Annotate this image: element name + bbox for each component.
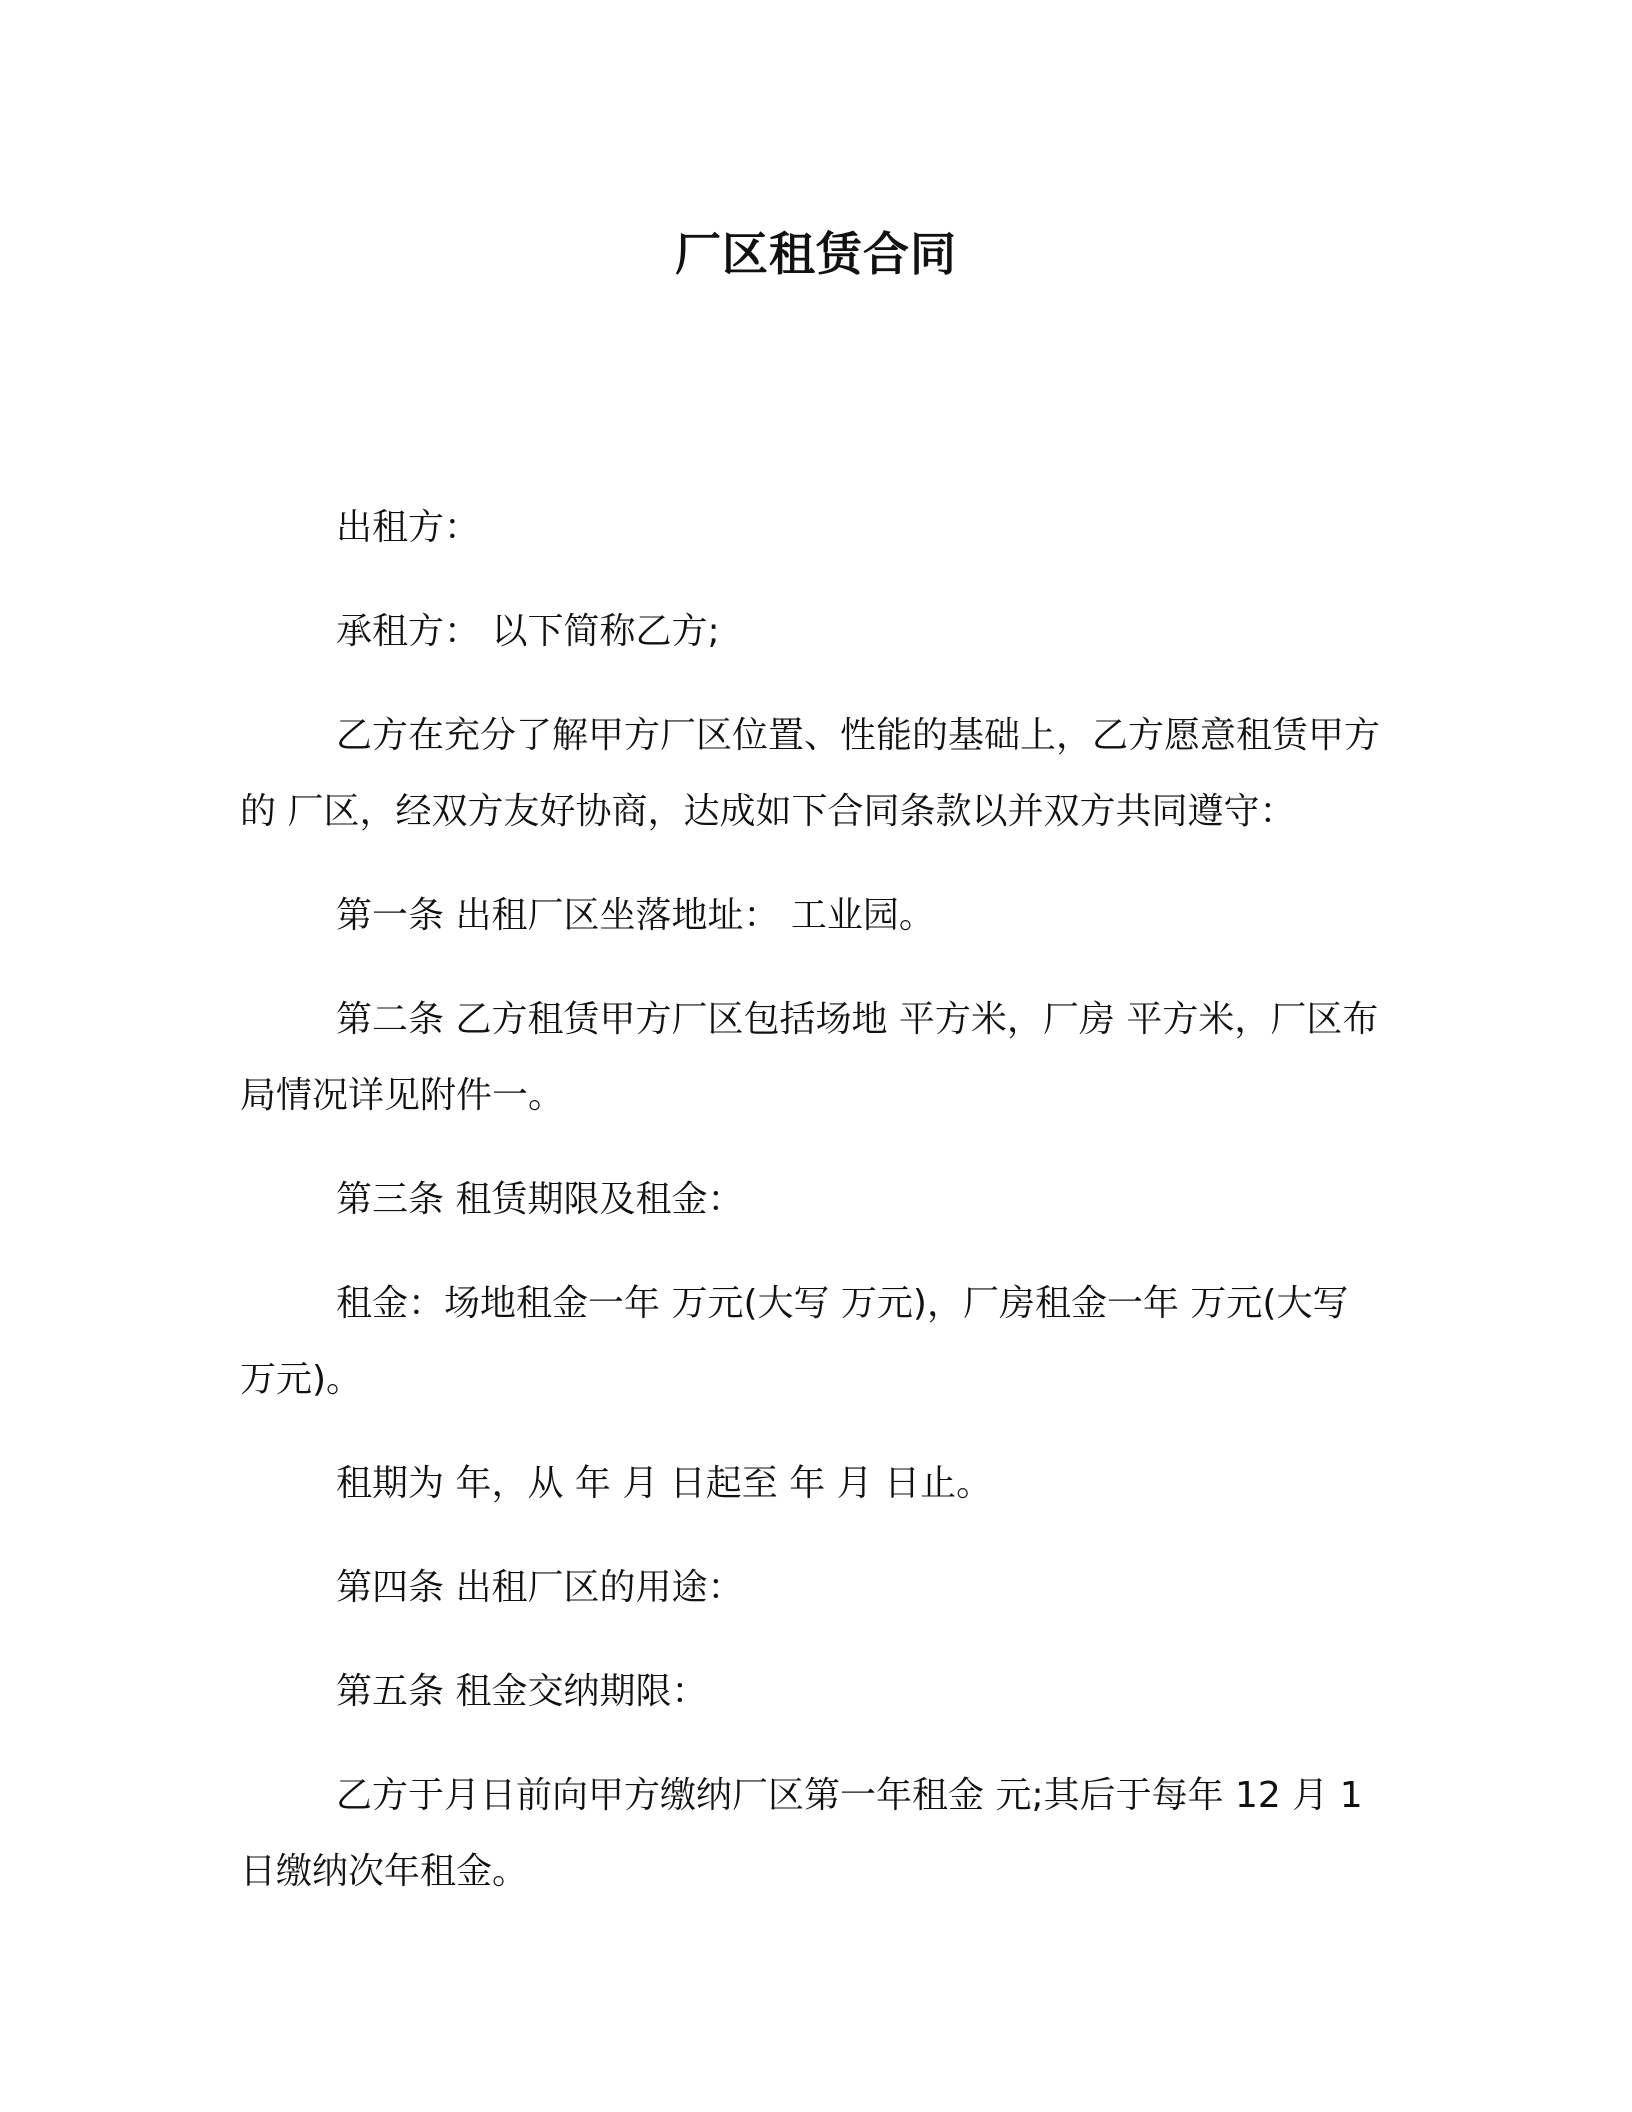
paragraph-payment: 乙方于月日前向甲方缴纳厂区第一年租金 元;其后于每年 12 月 1 日缴纳次年租金。 bbox=[240, 1775, 1363, 1892]
paragraph-article-2: 第二条 乙方租赁甲方厂区包括场地 平方米，厂房 平方米，厂区布局情况详见附件一。 bbox=[240, 999, 1379, 1116]
paragraph-lessor: 出租方： bbox=[336, 507, 481, 548]
document-body bbox=[240, 490, 1380, 1938]
paragraph-article-5: 第五条 租金交纳期限： bbox=[336, 1671, 708, 1712]
paragraph-rent: 租金：场地租金一年 万元(大写 万元)，厂房租金一年 万元(大写 万元)。 bbox=[240, 1283, 1349, 1400]
paragraph-article-4: 第四条 出租厂区的用途： bbox=[336, 1567, 744, 1608]
paragraph-lessee: 承租方： 以下简称乙方; bbox=[336, 611, 720, 652]
paragraph-term: 租期为 年，从 年 月 日起至 年 月 日止。 bbox=[336, 1463, 993, 1504]
paragraph-article-3: 第三条 租赁期限及租金： bbox=[336, 1179, 744, 1220]
paragraph-article-1: 第一条 出租厂区坐落地址： 工业园。 bbox=[336, 895, 935, 936]
paragraph-preamble: 乙方在充分了解甲方厂区位置、性能的基础上，乙方愿意租赁甲方的 厂区，经双方友好协商，达成如下合同条款以并双方共同遵守： bbox=[240, 715, 1381, 832]
document-title: 厂区租赁合同 bbox=[675, 227, 957, 281]
